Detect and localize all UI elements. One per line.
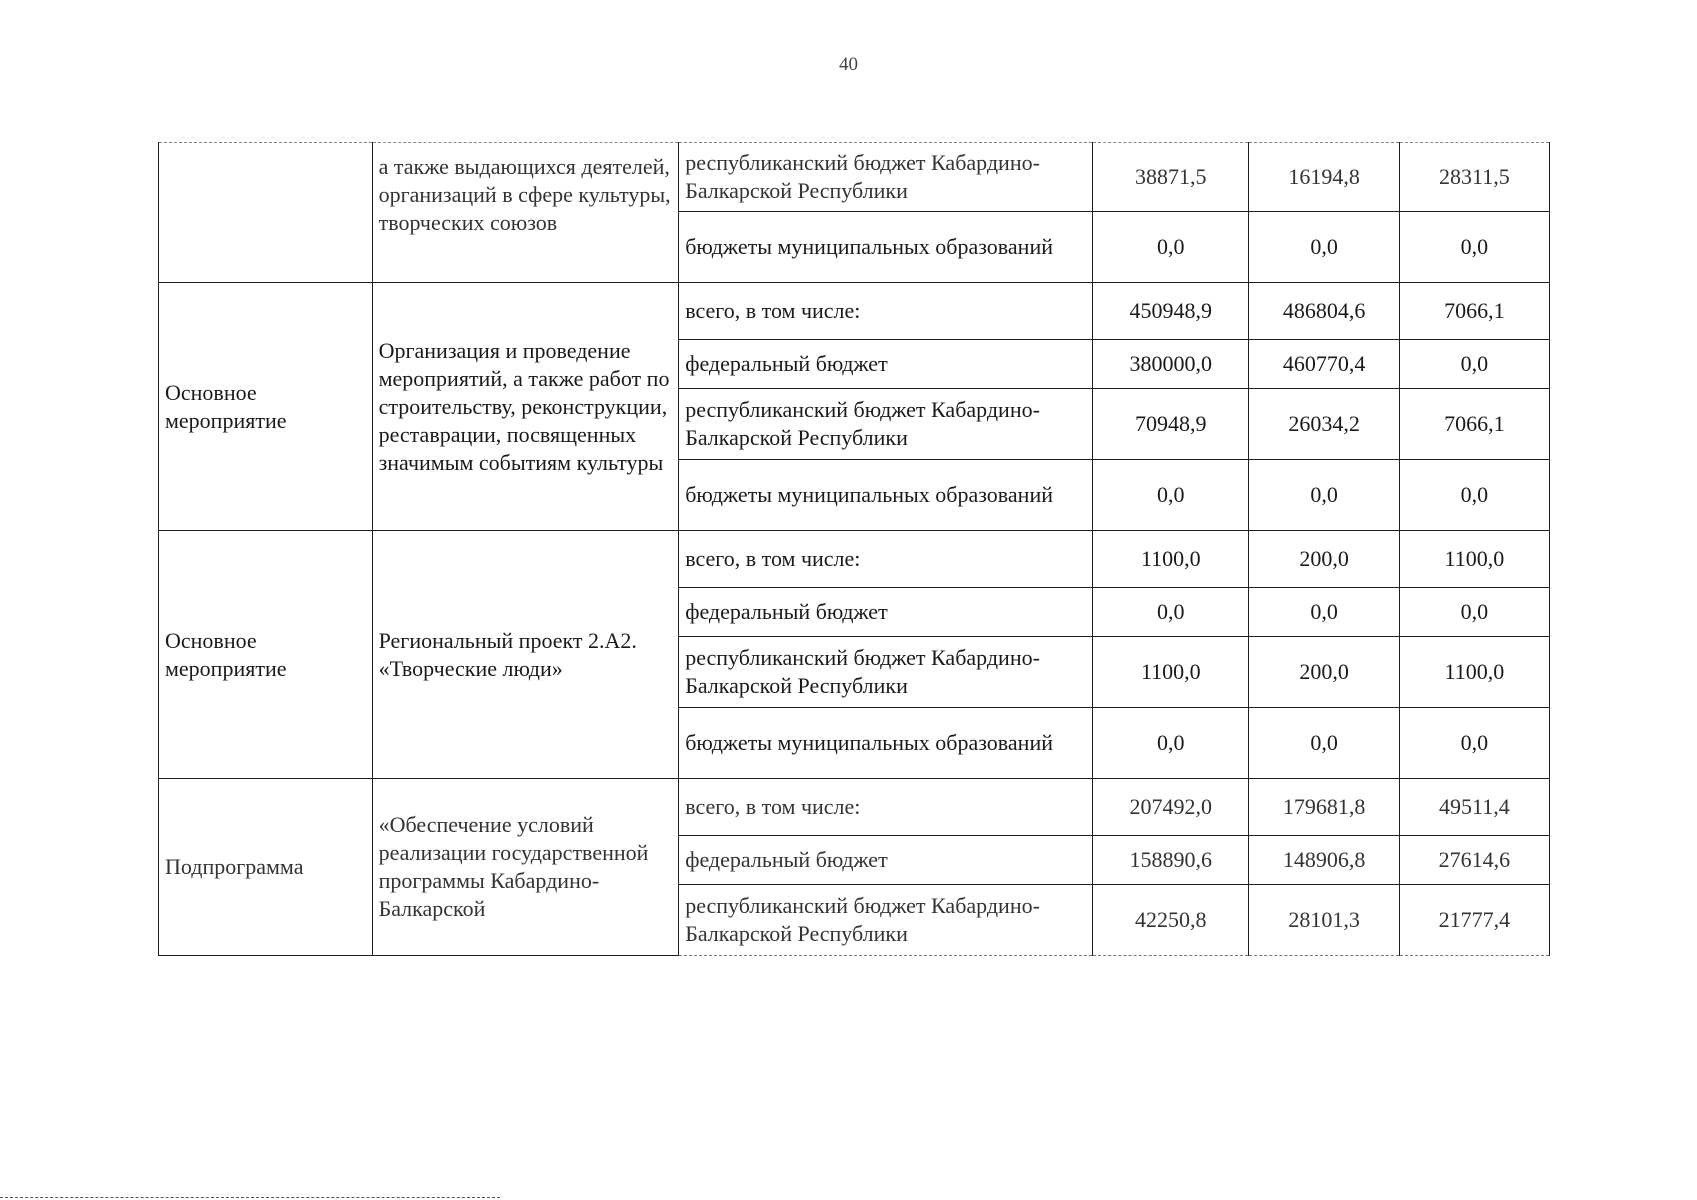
funding-source-cell: республиканский бюджет Кабардино-Балкарской Республики — [679, 389, 1093, 460]
value-cell-2: 0,0 — [1249, 708, 1399, 779]
measure-type-cell: Подпрограмма — [159, 779, 373, 956]
funding-source-cell: всего, в том числе: — [679, 531, 1093, 588]
value-cell-3: 27614,6 — [1399, 836, 1549, 885]
table-row — [159, 143, 1550, 212]
funding-source-cell: бюджеты муниципальных образований — [679, 460, 1093, 531]
value-cell-3: 0,0 — [1399, 588, 1549, 637]
value-cell-1: 207492,0 — [1093, 779, 1249, 836]
value-cell-3: 0,0 — [1399, 212, 1549, 283]
funding-source-cell: бюджеты муниципальных образований — [679, 708, 1093, 779]
funding-source-cell: республиканский бюджет Кабардино-Балкарской Республики — [679, 885, 1093, 956]
value-cell-2: 0,0 — [1249, 460, 1399, 531]
funding-source-cell: республиканский бюджет Кабардино-Балкарской Республики — [679, 637, 1093, 708]
value-cell-3: 0,0 — [1399, 340, 1549, 389]
value-cell-3: 21777,4 — [1399, 885, 1549, 956]
value-cell-1: 0,0 — [1093, 708, 1249, 779]
funding-source-cell: федеральный бюджет — [679, 836, 1093, 885]
value-cell-1: 1100,0 — [1093, 637, 1249, 708]
value-cell-1: 70948,9 — [1093, 389, 1249, 460]
funding-source-cell: федеральный бюджет — [679, 588, 1093, 637]
value-cell-1: 0,0 — [1093, 460, 1249, 531]
value-cell-1: 42250,8 — [1093, 885, 1249, 956]
measure-name-cell: а также выдающихся деятелей, организаций в сфере культуры, творческих союзов — [372, 143, 679, 283]
funding-source-cell: бюджеты муниципальных образований — [679, 212, 1093, 283]
value-cell-1: 1100,0 — [1093, 531, 1249, 588]
measure-name-cell: «Обеспечение условий реализации государственной программы Кабардино-Балкарской — [372, 779, 679, 956]
value-cell-3: 0,0 — [1399, 460, 1549, 531]
measure-name-cell: Организация и проведение мероприятий, а также работ по строительству, реконструкции, реставрации, посвященных значимым событиям культуры — [372, 283, 679, 531]
value-cell-3: 1100,0 — [1399, 637, 1549, 708]
value-cell-3: 28311,5 — [1399, 143, 1549, 212]
value-cell-3: 7066,1 — [1399, 389, 1549, 460]
table-row — [159, 531, 1550, 588]
value-cell-1: 0,0 — [1093, 588, 1249, 637]
funding-source-cell: всего, в том числе: — [679, 283, 1093, 340]
value-cell-2: 148906,8 — [1249, 836, 1399, 885]
value-cell-3: 0,0 — [1399, 708, 1549, 779]
measure-type-cell: Основное мероприятие — [159, 283, 373, 531]
value-cell-2: 460770,4 — [1249, 340, 1399, 389]
value-cell-2: 0,0 — [1249, 588, 1399, 637]
value-cell-2: 28101,3 — [1249, 885, 1399, 956]
budget-table — [158, 142, 1550, 956]
value-cell-1: 0,0 — [1093, 212, 1249, 283]
table-row — [159, 779, 1550, 836]
value-cell-2: 200,0 — [1249, 531, 1399, 588]
funding-source-cell: всего, в том числе: — [679, 779, 1093, 836]
funding-source-cell: республиканский бюджет Кабардино-Балкарской Республики — [679, 143, 1093, 212]
measure-type-cell — [159, 143, 373, 283]
value-cell-2: 16194,8 — [1249, 143, 1399, 212]
value-cell-3: 7066,1 — [1399, 283, 1549, 340]
value-cell-2: 0,0 — [1249, 212, 1399, 283]
value-cell-1: 380000,0 — [1093, 340, 1249, 389]
measure-type-cell: Основное мероприятие — [159, 531, 373, 779]
value-cell-3: 49511,4 — [1399, 779, 1549, 836]
funding-source-cell: федеральный бюджет — [679, 340, 1093, 389]
value-cell-1: 450948,9 — [1093, 283, 1249, 340]
table-row — [159, 283, 1550, 340]
value-cell-2: 26034,2 — [1249, 389, 1399, 460]
page-number: 40 — [839, 54, 858, 75]
value-cell-3: 1100,0 — [1399, 531, 1549, 588]
value-cell-2: 179681,8 — [1249, 779, 1399, 836]
value-cell-2: 486804,6 — [1249, 283, 1399, 340]
footer-divider — [0, 1197, 500, 1198]
value-cell-1: 38871,5 — [1093, 143, 1249, 212]
measure-name-cell: Региональный проект 2.А2. «Творческие люди» — [372, 531, 679, 779]
value-cell-1: 158890,6 — [1093, 836, 1249, 885]
value-cell-2: 200,0 — [1249, 637, 1399, 708]
